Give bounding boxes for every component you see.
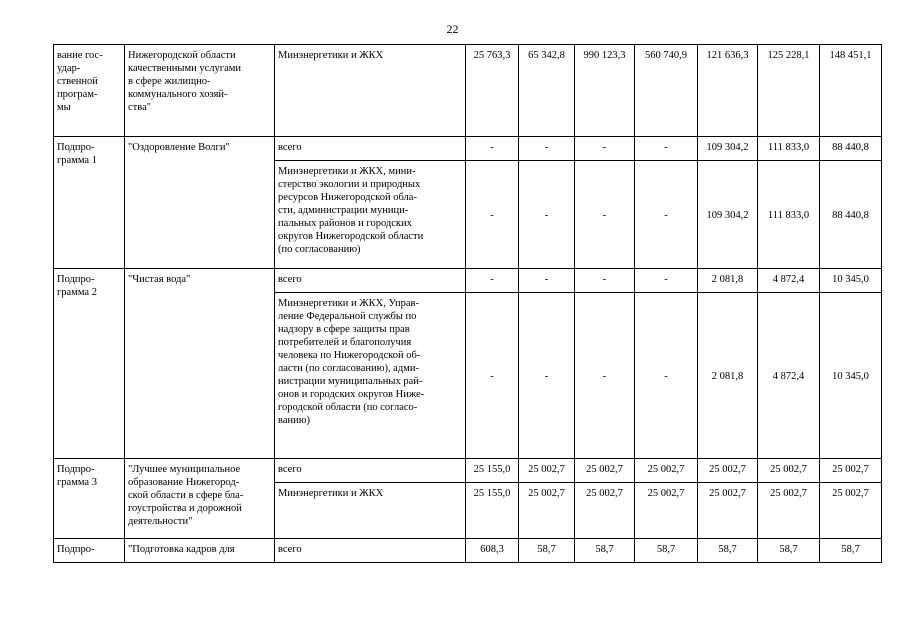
value-cell: - xyxy=(466,137,519,161)
value-cell: 121 636,3 xyxy=(698,45,758,137)
table-body xyxy=(54,45,882,563)
program-title-cell: "Оздоровление Волги" xyxy=(125,137,275,269)
value-cell: 25 002,7 xyxy=(635,459,698,483)
value-cell: 25 002,7 xyxy=(575,459,635,483)
executor-cell: Минэнергетики и ЖКХ xyxy=(275,483,466,539)
table-row xyxy=(54,137,882,161)
value-cell: 58,7 xyxy=(635,539,698,563)
value-cell: 58,7 xyxy=(820,539,882,563)
table-row xyxy=(54,459,882,483)
value-cell: 65 342,8 xyxy=(519,45,575,137)
value-cell: - xyxy=(635,161,698,269)
executor-cell: Минэнергетики и ЖКХ, Управ- ление Федеральной службы по надзору в сфере защиты прав потребителей и благополучия человека по Нижегородской об- ласти (по согласованию), адми- нистрации муниципальных рай- онов и городских округов Ниже- городской области (по согласо- ванию) xyxy=(275,293,466,459)
value-cell: - xyxy=(635,293,698,459)
value-cell: 125 228,1 xyxy=(758,45,820,137)
program-name-cell: Подпро- грамма 3 xyxy=(54,459,125,539)
value-cell: 25 002,7 xyxy=(635,483,698,539)
value-cell: 25 155,0 xyxy=(466,483,519,539)
value-cell: 4 872,4 xyxy=(758,293,820,459)
table-row xyxy=(54,269,882,293)
value-cell: 990 123,3 xyxy=(575,45,635,137)
table-row xyxy=(54,539,882,563)
value-cell: 25 002,7 xyxy=(575,483,635,539)
table-row xyxy=(54,45,882,137)
value-cell: 25 002,7 xyxy=(820,459,882,483)
value-cell: 25 155,0 xyxy=(466,459,519,483)
value-cell: - xyxy=(575,293,635,459)
value-cell: 88 440,8 xyxy=(820,161,882,269)
value-cell: 111 833,0 xyxy=(758,137,820,161)
value-cell: - xyxy=(466,269,519,293)
value-cell: - xyxy=(575,269,635,293)
executor-cell: всего xyxy=(275,269,466,293)
value-cell: 58,7 xyxy=(575,539,635,563)
program-name-cell: Подпро- xyxy=(54,539,125,563)
budget-table xyxy=(53,44,882,563)
value-cell: 25 002,7 xyxy=(698,483,758,539)
value-cell: 109 304,2 xyxy=(698,161,758,269)
value-cell: 25 002,7 xyxy=(758,483,820,539)
value-cell: - xyxy=(519,137,575,161)
program-title-cell: Нижегородской области качественными услугами в сфере жилищно- коммунального хозяй- ства" xyxy=(125,45,275,137)
executor-cell: Минэнергетики и ЖКХ, мини- стерство экологии и природных ресурсов Нижегородской обла- сти, администрации муници- пальных районов и городских округов Нижегородской области (по согласованию) xyxy=(275,161,466,269)
program-title-cell: "Лучшее муниципальное образование Нижегород- ской области в сфере бла- гоустройства и дорожной деятельности" xyxy=(125,459,275,539)
value-cell: 25 002,7 xyxy=(820,483,882,539)
page-number: 22 xyxy=(446,22,459,36)
value-cell: 10 345,0 xyxy=(820,293,882,459)
value-cell: - xyxy=(519,161,575,269)
value-cell: 608,3 xyxy=(466,539,519,563)
value-cell: 25 002,7 xyxy=(698,459,758,483)
program-title-cell: "Чистая вода" xyxy=(125,269,275,459)
value-cell: 25 002,7 xyxy=(758,459,820,483)
value-cell: - xyxy=(635,137,698,161)
value-cell: 560 740,9 xyxy=(635,45,698,137)
value-cell: 58,7 xyxy=(758,539,820,563)
executor-cell: всего xyxy=(275,459,466,483)
program-name-cell: Подпро- грамма 1 xyxy=(54,137,125,269)
value-cell: 109 304,2 xyxy=(698,137,758,161)
value-cell: 10 345,0 xyxy=(820,269,882,293)
value-cell: - xyxy=(466,293,519,459)
value-cell: 111 833,0 xyxy=(758,161,820,269)
value-cell: 58,7 xyxy=(519,539,575,563)
value-cell: 58,7 xyxy=(698,539,758,563)
value-cell: - xyxy=(575,137,635,161)
value-cell: 25 763,3 xyxy=(466,45,519,137)
executor-cell: Минэнергетики и ЖКХ xyxy=(275,45,466,137)
value-cell: - xyxy=(519,269,575,293)
value-cell: 88 440,8 xyxy=(820,137,882,161)
value-cell: 4 872,4 xyxy=(758,269,820,293)
value-cell: - xyxy=(635,269,698,293)
value-cell: 2 081,8 xyxy=(698,269,758,293)
program-name-cell: вание гос- удар- ственной програм- мы xyxy=(54,45,125,137)
value-cell: - xyxy=(466,161,519,269)
value-cell: - xyxy=(575,161,635,269)
value-cell: 25 002,7 xyxy=(519,459,575,483)
executor-cell: всего xyxy=(275,539,466,563)
executor-cell: всего xyxy=(275,137,466,161)
program-name-cell: Подпро- грамма 2 xyxy=(54,269,125,459)
value-cell: 25 002,7 xyxy=(519,483,575,539)
value-cell: 148 451,1 xyxy=(820,45,882,137)
program-title-cell: "Подготовка кадров для xyxy=(125,539,275,563)
value-cell: 2 081,8 xyxy=(698,293,758,459)
value-cell: - xyxy=(519,293,575,459)
